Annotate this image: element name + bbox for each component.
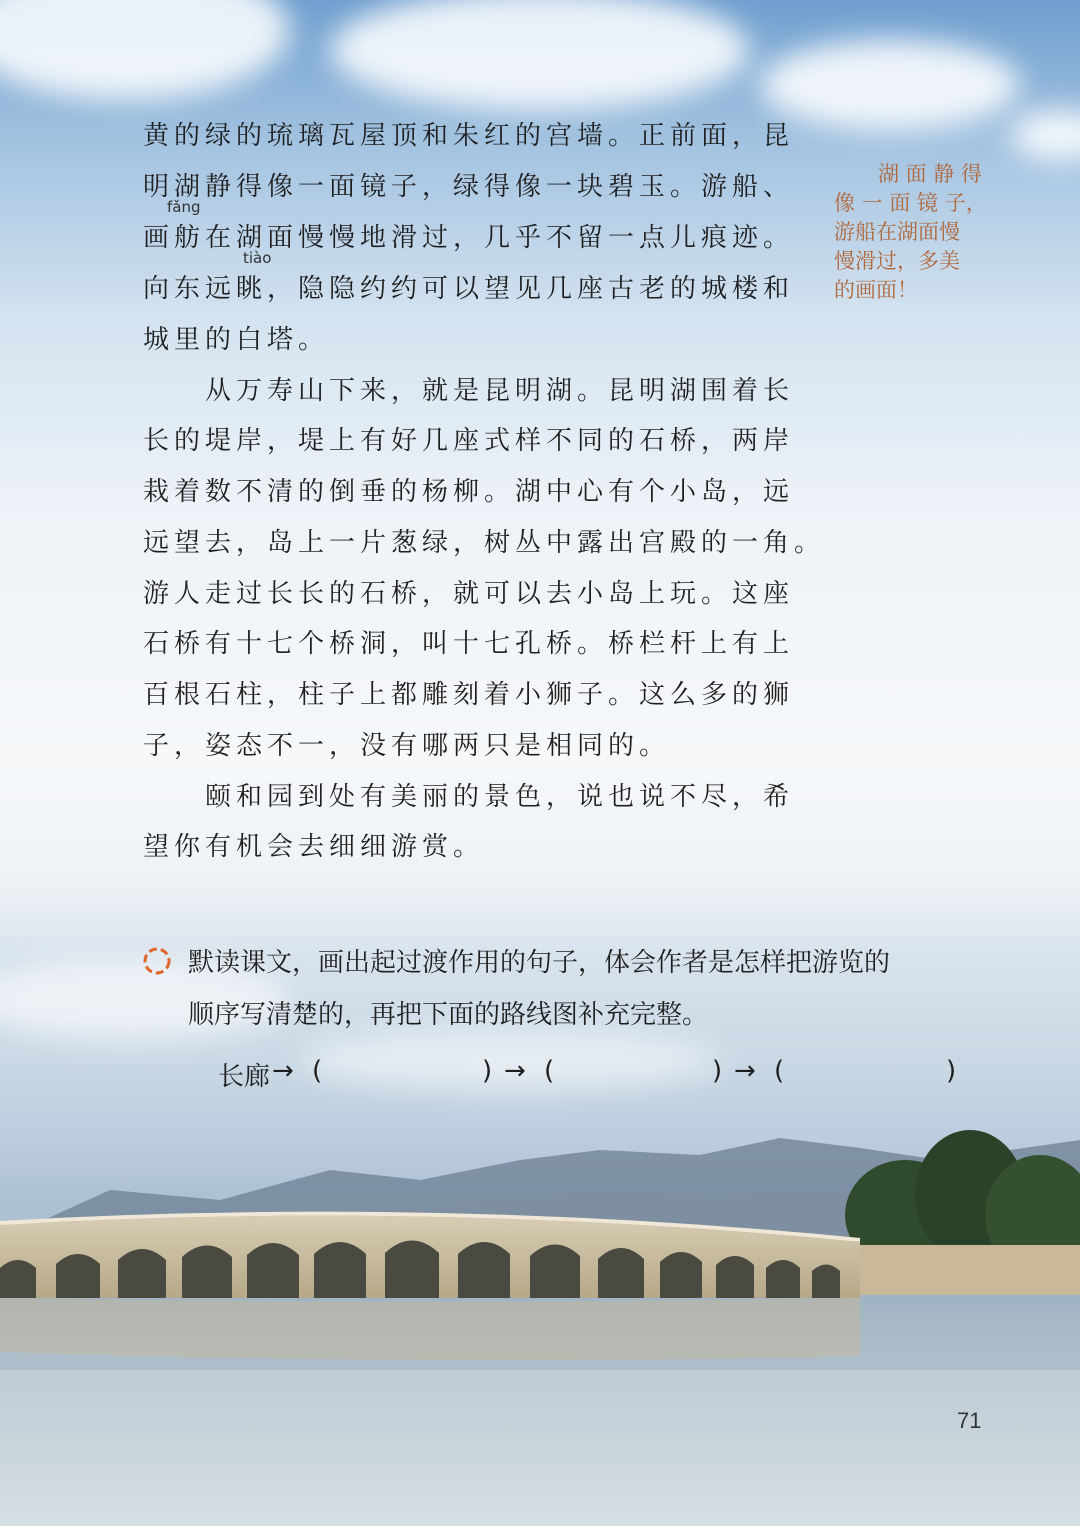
margin-note-line: 的画面！	[834, 278, 918, 302]
margin-note-line: 像 一 面 镜 子，	[834, 191, 987, 215]
body-line: 城里的白塔。	[143, 325, 330, 355]
body-line: 子，姿态不一，没有哪两只是相同的。	[143, 731, 671, 761]
body-line: 望你有机会去细细游赏。	[143, 832, 485, 862]
route-blank-close: )	[712, 1056, 723, 1086]
bridge-reflection	[0, 1298, 860, 1360]
body-line: 黄的绿的琉璃瓦屋顶和朱红的宫墙。正前面，昆	[143, 121, 795, 151]
question-line: 默读课文，画出起过渡作用的句子，体会作者是怎样把游览的	[188, 948, 891, 978]
route-blank-close: )	[482, 1056, 493, 1086]
page-number: 71	[957, 1408, 982, 1433]
circle-dashed-icon	[141, 945, 173, 977]
route-map	[218, 1056, 978, 1090]
question-line: 顺序写清楚的，再把下面的路线图补充完整。	[188, 1000, 709, 1030]
body-line: 游人走过长长的石桥，就可以去小岛上玩。这座	[143, 579, 795, 609]
route-blank-open: (	[312, 1056, 323, 1086]
body-line: 向东远眺，隐隐约约可以望见几座古老的城楼和	[143, 274, 795, 304]
pinyin-annotation: fǎng	[167, 198, 201, 216]
cloud	[760, 40, 1020, 130]
body-line: 从万寿山下来，就是昆明湖。昆明湖围着长	[143, 376, 795, 406]
body-line: 画舫在湖面慢慢地滑过，几乎不留一点儿痕迹。	[143, 223, 795, 253]
margin-note-line: 湖 面 静 得	[878, 162, 983, 186]
margin-note-line: 慢滑过，多美	[834, 249, 960, 273]
route-blank-close: )	[946, 1056, 957, 1086]
body-line: 颐和园到处有美丽的景色，说也说不尽，希	[143, 782, 795, 812]
body-line: 百根石柱，柱子上都雕刻着小狮子。这么多的狮	[143, 680, 795, 710]
route-blank-open: (	[774, 1056, 785, 1086]
body-line: 石桥有十七个桥洞，叫十七孔桥。桥栏杆上有上	[143, 629, 795, 659]
pinyin-annotation: tiào	[243, 249, 272, 267]
cloud	[0, 0, 290, 100]
route-arrow: →	[734, 1056, 756, 1086]
route-arrow: →	[504, 1056, 526, 1086]
body-line: 远望去，岛上一片葱绿，树丛中露出宫殿的一角。	[143, 528, 826, 558]
route-blank-open: (	[544, 1056, 555, 1086]
body-line: 长的堤岸，堤上有好几座式样不同的石桥，两岸	[143, 426, 795, 456]
bridge-photo	[0, 1120, 1080, 1526]
margin-note-line: 游船在湖面慢	[834, 220, 960, 244]
route-start-label: 长廊	[218, 1062, 271, 1092]
body-line: 明湖静得像一面镜子，绿得像一块碧玉。游船、	[143, 172, 795, 202]
route-arrow: →	[272, 1056, 294, 1086]
water-haze	[0, 1370, 1080, 1526]
cloud	[330, 0, 750, 110]
body-line: 栽着数不清的倒垂的杨柳。湖中心有个小岛，远	[143, 477, 795, 507]
cloud	[1010, 110, 1080, 160]
